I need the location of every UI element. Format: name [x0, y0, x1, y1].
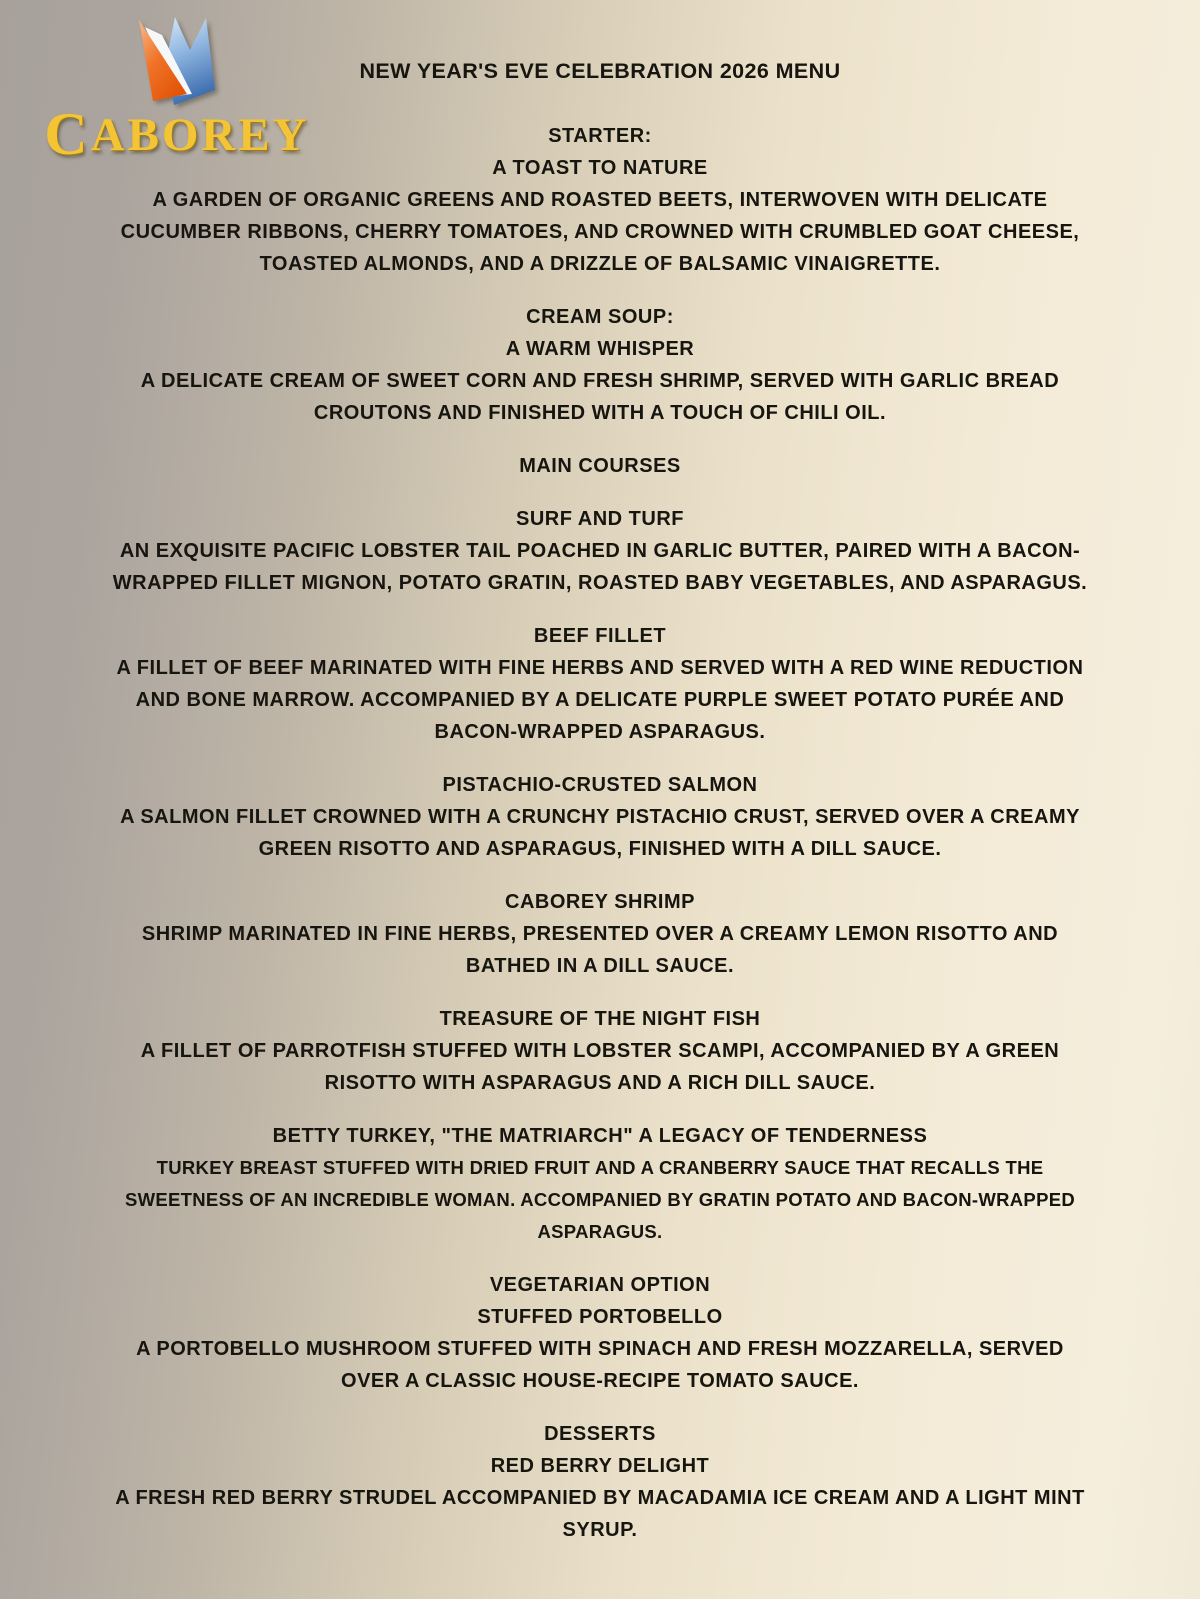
section-headings [35, 1269, 1165, 1333]
section-body-line: A FRESH RED BERRY STRUDEL ACCOMPANIED BY MACADAMIA ICE CREAM AND A LIGHT MINT [115, 1487, 1085, 1509]
section-body [35, 1482, 1165, 1546]
section-body [35, 801, 1165, 865]
section-heading-line: A WARM WHISPER [505, 338, 695, 360]
menu-section [35, 1418, 1165, 1546]
section-body-line: WRAPPED FILLET MIGNON, POTATO GRATIN, ROASTED BABY VEGETABLES, AND ASPARAGUS. [112, 572, 1088, 594]
section-body [35, 184, 1165, 280]
section-heading-line: TREASURE OF THE NIGHT FISH [439, 1008, 761, 1030]
section-body-line: OVER A CLASSIC HOUSE-RECIPE TOMATO SAUCE. [341, 1370, 859, 1392]
section-body-line: A FILLET OF PARROTFISH STUFFED WITH LOBSTER SCAMPI, ACCOMPANIED BY A GREEN [140, 1040, 1060, 1062]
section-heading-line: DESSERTS [544, 1423, 656, 1445]
section-body-line: SWEETNESS OF AN INCREDIBLE WOMAN. ACCOMPANIED BY GRATIN POTATO AND BACON-WRAPPED [124, 1189, 1076, 1210]
section-heading-line: RED BERRY DELIGHT [490, 1455, 710, 1477]
section-headings [35, 1003, 1165, 1035]
section-body-line: CROUTONS AND FINISHED WITH A TOUCH OF CHILI OIL. [313, 402, 887, 424]
section-body-line: TOASTED ALMONDS, AND A DRIZZLE OF BALSAMIC VINAIGRETTE. [259, 253, 941, 275]
section-body-line: GREEN RISOTTO AND ASPARAGUS, FINISHED WITH A DILL SAUCE. [258, 838, 942, 860]
crown-icon [111, 10, 243, 112]
section-heading-line: PISTACHIO-CRUSTED SALMON [442, 774, 758, 796]
menu-section [35, 450, 1165, 482]
section-headings [35, 1120, 1165, 1152]
section-heading-line: CREAM SOUP: [526, 306, 674, 328]
section-body [35, 1333, 1165, 1397]
menu-section [35, 620, 1165, 748]
brand-wordmark [14, 101, 340, 167]
section-body-line: A SALMON FILLET CROWNED WITH A CRUNCHY PISTACHIO CRUST, SERVED OVER A CREAMY [120, 806, 1080, 828]
page-title: NEW YEAR'S EVE CELEBRATION 2026 MENU [359, 59, 841, 83]
menu-section [35, 1120, 1165, 1248]
section-heading-line: STUFFED PORTOBELLO [477, 1306, 723, 1328]
section-body-line: ASPARAGUS. [537, 1221, 663, 1242]
section-headings [35, 503, 1165, 535]
menu-section [35, 301, 1165, 429]
section-body-line: AN EXQUISITE PACIFIC LOBSTER TAIL POACHED IN GARLIC BUTTER, PAIRED WITH A BACON- [119, 540, 1081, 562]
section-body-line: A FILLET OF BEEF MARINATED WITH FINE HERBS AND SERVED WITH A RED WINE REDUCTION [116, 657, 1084, 679]
section-body-line: A GARDEN OF ORGANIC GREENS AND ROASTED BEETS, INTERWOVEN WITH DELICATE [152, 189, 1048, 211]
section-body [35, 1152, 1165, 1248]
section-heading-line: A TOAST TO NATURE [492, 157, 708, 179]
brand-wordmark-rest: ABOREY [90, 109, 310, 161]
brand-wordmark-initial: C [44, 101, 91, 167]
section-heading-line: MAIN COURSES [519, 455, 681, 477]
section-headings [35, 1418, 1165, 1482]
brand-logo [14, 10, 340, 167]
section-body-line: SHRIMP MARINATED IN FINE HERBS, PRESENTED OVER A CREAMY LEMON RISOTTO AND [141, 923, 1059, 945]
section-headings [35, 769, 1165, 801]
section-heading-line: BETTY TURKEY, "THE MATRIARCH" A LEGACY OF TENDERNESS [272, 1125, 928, 1147]
section-body-line: BACON-WRAPPED ASPARAGUS. [434, 721, 766, 743]
section-heading-line: SURF AND TURF [516, 508, 684, 530]
section-body-line: BATHED IN A DILL SAUCE. [465, 955, 735, 977]
menu-section [35, 1003, 1165, 1099]
menu-section [35, 886, 1165, 982]
section-body-line: A DELICATE CREAM OF SWEET CORN AND FRESH SHRIMP, SERVED WITH GARLIC BREAD [140, 370, 1060, 392]
section-heading-line: VEGETARIAN OPTION [489, 1274, 711, 1296]
section-body [35, 535, 1165, 599]
section-body-line: AND BONE MARROW. ACCOMPANIED BY A DELICATE PURPLE SWEET POTATO PURÉE AND [135, 689, 1065, 711]
section-body-line: TURKEY BREAST STUFFED WITH DRIED FRUIT AND A CRANBERRY SAUCE THAT RECALLS THE [156, 1157, 1044, 1178]
section-headings [35, 450, 1165, 482]
section-body [35, 365, 1165, 429]
section-headings [35, 620, 1165, 652]
section-heading-line: CABOREY SHRIMP [505, 891, 695, 913]
menu-body [35, 120, 1165, 1546]
menu-section [35, 1269, 1165, 1397]
menu-section [35, 503, 1165, 599]
section-body [35, 1035, 1165, 1099]
section-body [35, 652, 1165, 748]
section-body-line: SYRUP. [562, 1519, 638, 1541]
section-body [35, 918, 1165, 982]
section-body-line: CUCUMBER RIBBONS, CHERRY TOMATOES, AND CROWNED WITH CRUMBLED GOAT CHEESE, [120, 221, 1080, 243]
section-headings [35, 301, 1165, 365]
section-body-line: A PORTOBELLO MUSHROOM STUFFED WITH SPINACH AND FRESH MOZZARELLA, SERVED [136, 1338, 1064, 1360]
menu-section [35, 769, 1165, 865]
section-heading-line: STARTER: [548, 125, 652, 147]
section-heading-line: BEEF FILLET [533, 625, 667, 647]
section-headings [35, 886, 1165, 918]
section-body-line: RISOTTO WITH ASPARAGUS AND A RICH DILL SAUCE. [324, 1072, 876, 1094]
